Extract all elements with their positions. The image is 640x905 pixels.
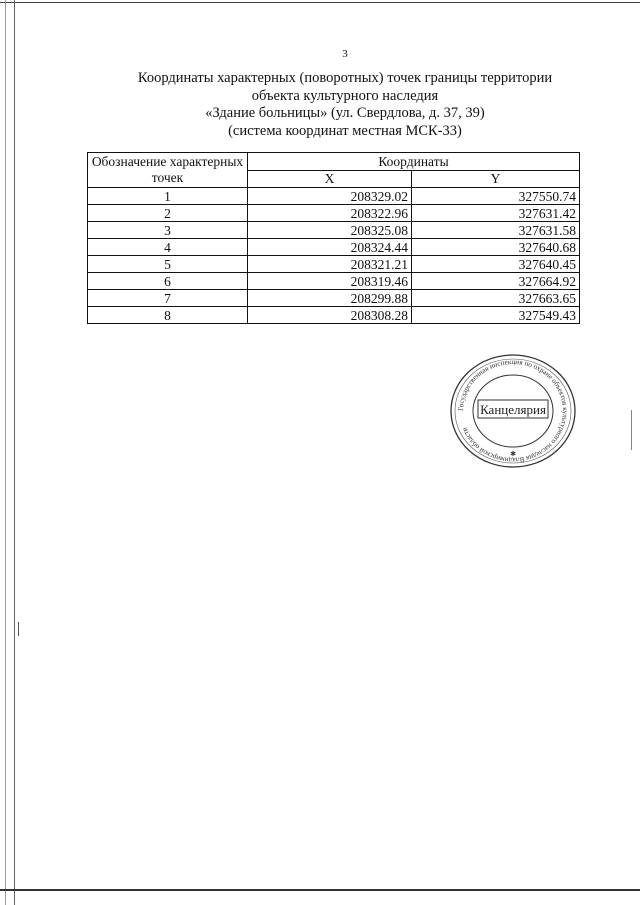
point-number: 8 bbox=[88, 307, 248, 324]
point-number: 4 bbox=[88, 239, 248, 256]
coord-y: 327640.45 bbox=[412, 256, 580, 273]
header-designation: Обозначение характерных точек bbox=[88, 153, 248, 188]
table-row bbox=[88, 222, 580, 239]
table-row bbox=[88, 256, 580, 273]
coord-y: 327663.65 bbox=[412, 290, 580, 307]
coord-x: 208321.21 bbox=[248, 256, 412, 273]
coord-x: 208319.46 bbox=[248, 273, 412, 290]
coordinates-table bbox=[87, 152, 580, 324]
point-number: 5 bbox=[88, 256, 248, 273]
stamp-graphic bbox=[448, 352, 578, 470]
stamp-center-text: Канцелярия bbox=[480, 402, 546, 417]
scan-edge-bottom bbox=[0, 889, 640, 891]
title-line-2: объекта культурного наследия bbox=[251, 87, 439, 104]
table-row bbox=[88, 290, 580, 307]
coord-y: 327549.43 bbox=[412, 307, 580, 324]
scan-edge-left-outer bbox=[5, 0, 6, 905]
coord-y: 327631.42 bbox=[412, 205, 580, 222]
point-number: 3 bbox=[88, 222, 248, 239]
point-number: 2 bbox=[88, 205, 248, 222]
point-number: 1 bbox=[88, 188, 248, 205]
coord-x: 208308.28 bbox=[248, 307, 412, 324]
coord-y: 327664.92 bbox=[412, 273, 580, 290]
coord-y: 327631.58 bbox=[412, 222, 580, 239]
coord-x: 208325.08 bbox=[248, 222, 412, 239]
title-line-4: (система координат местная МСК-33) bbox=[228, 122, 462, 139]
title-line-3: «Здание больницы» (ул. Свердлова, д. 37, 39) bbox=[205, 105, 485, 121]
table-row bbox=[88, 188, 580, 205]
scan-edge-left bbox=[14, 0, 15, 905]
scan-edge-right bbox=[631, 410, 632, 450]
table-header-row bbox=[88, 153, 580, 171]
header-x: X bbox=[248, 170, 412, 188]
point-number: 7 bbox=[88, 290, 248, 307]
coord-y: 327640.68 bbox=[412, 239, 580, 256]
header-coordinates: Координаты bbox=[248, 153, 580, 171]
scan-mark bbox=[18, 622, 19, 636]
stamp-star-icon: ✱ bbox=[510, 450, 516, 458]
table-row bbox=[88, 205, 580, 222]
table-row bbox=[88, 273, 580, 290]
table-row bbox=[88, 239, 580, 256]
page-number: 3 bbox=[342, 48, 348, 60]
office-stamp bbox=[448, 352, 578, 470]
coord-x: 208324.44 bbox=[248, 239, 412, 256]
table-row bbox=[88, 307, 580, 324]
coord-x: 208299.88 bbox=[248, 290, 412, 307]
scan-edge-top bbox=[0, 2, 640, 3]
coord-x: 208329.02 bbox=[248, 188, 412, 205]
document-title bbox=[100, 70, 590, 140]
header-y: Y bbox=[412, 170, 580, 188]
point-number: 6 bbox=[88, 273, 248, 290]
title-line-1: Координаты характерных (поворотных) точек границы территории bbox=[137, 70, 553, 86]
stamp-ring-text: Государственная инспекция по охране объектов культурного наследия Владимирской области bbox=[456, 357, 570, 465]
coord-y: 327550.74 bbox=[412, 188, 580, 205]
coord-x: 208322.96 bbox=[248, 205, 412, 222]
